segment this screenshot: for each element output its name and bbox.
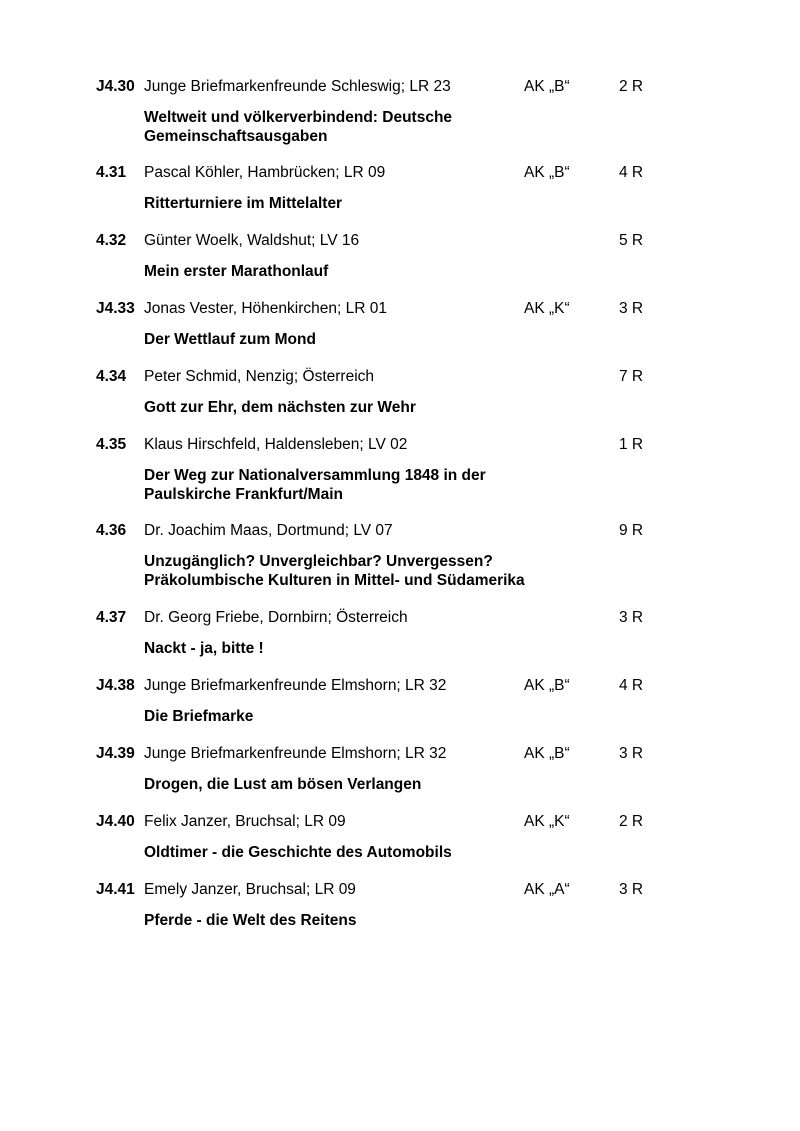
entry-number: J4.40 xyxy=(96,813,135,830)
exhibitor-name: Jonas Vester, Höhenkirchen; LR 01 xyxy=(144,300,387,317)
age-class: AK „B“ xyxy=(524,164,570,181)
age-class: AK „K“ xyxy=(524,300,570,317)
age-class: AK „B“ xyxy=(524,745,570,762)
exhibitor-name: Günter Woelk, Waldshut; LV 16 xyxy=(144,232,360,249)
entry-number: 4.32 xyxy=(96,232,127,249)
exhibit-title: Ritterturniere im Mittelalter xyxy=(144,195,343,212)
entry-number: 4.31 xyxy=(96,164,127,181)
exhibit-title: Drogen, die Lust am bösen Verlangen xyxy=(144,776,422,793)
entry-number: 4.34 xyxy=(96,368,127,385)
frame-count: 9 R xyxy=(619,522,644,539)
frame-count: 2 R xyxy=(619,78,644,95)
frame-count: 3 R xyxy=(619,881,644,898)
frame-count: 3 R xyxy=(619,609,644,626)
exhibit-title: Oldtimer - die Geschichte des Automobils xyxy=(144,844,452,861)
exhibit-title: Gott zur Ehr, dem nächsten zur Wehr xyxy=(144,399,416,416)
frame-count: 5 R xyxy=(619,232,644,249)
age-class: AK „A“ xyxy=(524,881,570,898)
entry-number: J4.33 xyxy=(96,300,135,317)
exhibitor-name: Klaus Hirschfeld, Haldensleben; LV 02 xyxy=(144,436,408,453)
entry-number: 4.35 xyxy=(96,436,127,453)
exhibitor-name: Junge Briefmarkenfreunde Schleswig; LR 23 xyxy=(144,78,451,95)
frame-count: 3 R xyxy=(619,300,644,317)
exhibitor-name: Junge Briefmarkenfreunde Elmshorn; LR 32 xyxy=(144,745,447,762)
exhibit-title: Der Weg zur Nationalversammlung 1848 in der Paulskirche Frankfurt/Main xyxy=(144,467,486,503)
exhibitor-name: Junge Briefmarkenfreunde Elmshorn; LR 32 xyxy=(144,677,447,694)
age-class: AK „B“ xyxy=(524,78,570,95)
exhibitor-name: Peter Schmid, Nenzig; Österreich xyxy=(144,368,375,385)
exhibit-title: Weltweit und völkerverbindend: Deutsche Gemeinschaftsausgaben xyxy=(144,109,453,145)
frame-count: 4 R xyxy=(619,164,644,181)
exhibit-title: Der Wettlauf zum Mond xyxy=(144,331,316,348)
entry-number: J4.38 xyxy=(96,677,135,694)
exhibitor-name: Pascal Köhler, Hambrücken; LR 09 xyxy=(144,164,386,181)
exhibitor-name: Emely Janzer, Bruchsal; LR 09 xyxy=(144,881,356,898)
entry-number: J4.30 xyxy=(96,78,135,95)
age-class: AK „K“ xyxy=(524,813,570,830)
exhibitor-name: Dr. Georg Friebe, Dornbirn; Österreich xyxy=(144,609,408,626)
exhibit-title: Unzugänglich? Unvergleichbar? Unvergessen? Präkolumbische Kulturen in Mittel- und Südamerika xyxy=(144,553,525,589)
frame-count: 3 R xyxy=(619,745,644,762)
exhibitor-name: Felix Janzer, Bruchsal; LR 09 xyxy=(144,813,346,830)
exhibit-title: Nackt - ja, bitte ! xyxy=(144,640,264,657)
entry-number: J4.41 xyxy=(96,881,135,898)
age-class: AK „B“ xyxy=(524,677,570,694)
exhibit-title: Die Briefmarke xyxy=(144,708,254,725)
frame-count: 4 R xyxy=(619,677,644,694)
entry-number: 4.37 xyxy=(96,609,127,626)
frame-count: 1 R xyxy=(619,436,644,453)
exhibit-title: Pferde - die Welt des Reitens xyxy=(144,912,357,929)
entry-number: J4.39 xyxy=(96,745,135,762)
exhibit-title: Mein erster Marathonlauf xyxy=(144,263,329,280)
frame-count: 2 R xyxy=(619,813,644,830)
exhibitor-name: Dr. Joachim Maas, Dortmund; LV 07 xyxy=(144,522,393,539)
frame-count: 7 R xyxy=(619,368,644,385)
entry-number: 4.36 xyxy=(96,522,127,539)
